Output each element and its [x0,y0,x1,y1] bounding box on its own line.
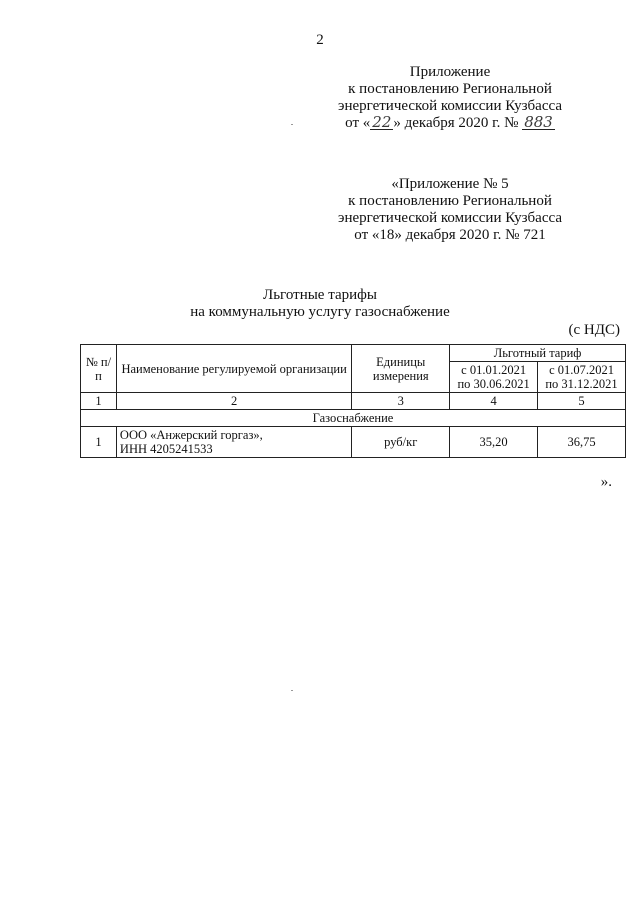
appendix-commission-line: энергетической комиссии Кузбасса [338,98,562,114]
appendix5-commission-line: энергетической комиссии Кузбасса [338,210,562,226]
closing-quote: ». [600,474,612,490]
section-row [81,410,626,427]
row-org-inn: ИНН 4205241533 [119,442,213,456]
column-number: 1 [81,393,117,410]
scan-speck [291,690,293,691]
table-row [81,427,626,458]
appendix5-date-line: от «18» декабря 2020 г. № 721 [354,227,546,243]
handwritten-day: 22 [372,113,392,131]
column-number-row [81,393,626,410]
table-header-row [81,345,626,362]
date-prefix: от « [345,115,371,131]
header-period-2: с 01.07.2021 по 31.12.2021 [538,362,626,393]
vat-note: (с НДС) [568,322,620,338]
scan-speck [291,124,293,125]
header-num: № п/п [81,345,117,393]
document-title [0,287,640,321]
title-line-1: Льготные тарифы [263,287,377,303]
handwritten-number: 883 [524,113,553,131]
row-unit: руб/кг [352,427,450,458]
row-value-2: 36,75 [538,427,626,458]
date-middle: » декабря 2020 г. № [393,115,519,131]
tariff-table [80,344,626,458]
appendix5-header [300,176,600,244]
header-period-1: с 01.01.2021 по 30.06.2021 [450,362,538,393]
column-number: 5 [538,393,626,410]
row-org-name: ООО «Анжерский горгаз», [119,428,263,442]
column-number: 4 [450,393,538,410]
row-num: 1 [81,427,117,458]
title-line-2: на коммунальную услугу газоснабжение [190,304,450,320]
appendix5-title: «Приложение № 5 [391,176,509,192]
appendix-title: Приложение [409,64,491,80]
row-org [116,427,351,458]
row-value-1: 35,20 [450,427,538,458]
header-tariff: Льготный тариф [450,345,626,362]
section-title: Газоснабжение [81,410,626,427]
page-number: 2 [316,32,324,48]
header-org: Наименование регулируемой организации [116,345,351,393]
column-number: 2 [116,393,351,410]
appendix-date-line [300,115,600,132]
column-number: 3 [352,393,450,410]
appendix-resolution-line: к постановлению Региональной [348,81,552,97]
appendix-header [300,64,600,132]
header-unit: Единицы измерения [352,345,450,393]
appendix5-resolution-line: к постановлению Региональной [348,193,552,209]
